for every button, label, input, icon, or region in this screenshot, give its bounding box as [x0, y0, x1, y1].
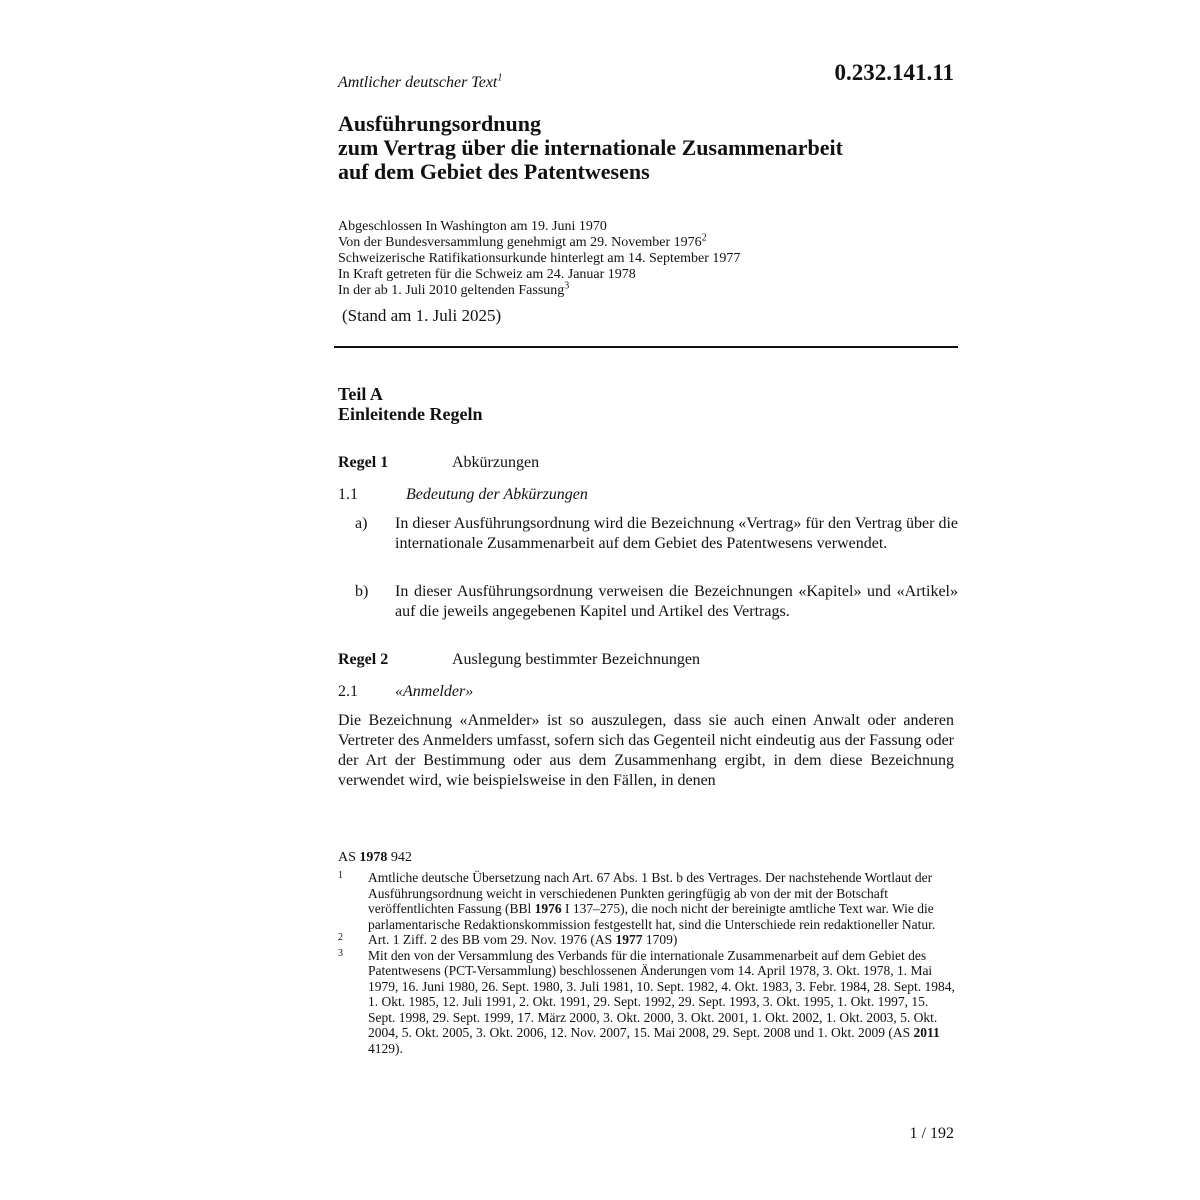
footnote-number: 3 [338, 947, 343, 959]
sr-number: 0.232.141.11 [834, 60, 954, 85]
footnote-3: 3 Mit den von der Versammlung des Verbands für die internationale Zusammenarbeit auf dem Gebiet des Patentwesens (PCT-Versammlung) beschlossenen Änderungen vom 14. April 1978, 3. Okt. 1978, 1. Mai 1979, 16. Juni 1980, 26. Sept. 1980, 3. Juli 1981, 10. Sept. 1982, 4. Okt. 1983, 3. Febr. 1984, 28. Sept. 1984, 1. Okt. 1985, 12. Juli 1991, 2. Okt. 1991, 29. Sept. 1992, 29. Sept. 1993, 3. Okt. 1995, 1. Okt. 1997, 15. Sept. 1998, 29. Sept. 1999, 17. März 2000, 3. Okt. 2000, 3. Okt. 2001, 1. Okt. 2002, 1. Okt. 2003, 5. Okt. 2004, 5. Okt. 2005, 3. Okt. 2006, 12. Nov. 2007, 15. Mai 2008, 29. Sept. 2008 und 1. Okt. 2009 (AS 2011 4129). [338, 947, 955, 1056]
rule-2-1-title: «Anmelder» [395, 683, 474, 700]
footnote-ref-1[interactable]: 1 [497, 72, 503, 84]
footnote-ref-3[interactable]: 3 [564, 280, 570, 292]
title-line-2: zum Vertrag über die internationale Zusammenarbeit [338, 135, 843, 160]
footnotes [338, 870, 956, 1056]
footnote-number: 2 [338, 932, 343, 943]
title-line-3: auf dem Gebiet des Patentwesens [338, 159, 650, 184]
regel-1-title: Abkürzungen [452, 454, 540, 471]
footnote-ref-2[interactable]: 2 [701, 232, 707, 244]
regel-1-heading [338, 454, 539, 472]
meta-approved: Von der Bundesversammlung genehmigt am 29. November 1976$^2$ [338, 232, 707, 250]
part-label: Teil A [338, 384, 383, 404]
list-item-label: a) [355, 515, 368, 532]
list-item-label: b) [355, 583, 369, 600]
regel-2-number: Regel 2 [338, 651, 389, 668]
rule-1-1-title: Bedeutung der Abkürzungen [406, 486, 588, 503]
document-label: Amtlicher deutscher Text$^1$ [338, 72, 503, 91]
rule-1-1-heading [338, 486, 588, 504]
treaty-metadata [338, 219, 740, 299]
list-item-text: In dieser Ausführungsordnung wird die Bezeichnung «Vertrag» für den Vertrag über die internationale Zusammenarbeit auf dem Gebiet des Patentwesens verwendet. [395, 515, 958, 552]
title-line-1: Ausführungsordnung [338, 111, 541, 136]
footnote-number: 1 [338, 870, 343, 881]
list-item [355, 582, 958, 622]
part-heading [338, 384, 483, 424]
as-reference: AS 1978 942 [338, 850, 412, 865]
rule-2-1-number: 2.1 [338, 683, 358, 700]
footnote-2: 2 Art. 1 Ziff. 2 des BB vom 29. Nov. 1976 (AS 1977 1709) [338, 932, 678, 947]
page-number: 1 / 192 [909, 1125, 954, 1142]
status-date: (Stand am 1. Juli 2025) [342, 306, 502, 325]
rule-1-1-number: 1.1 [338, 486, 358, 503]
meta-version: In der ab 1. Juli 2010 geltenden Fassung$^3$ [338, 280, 570, 298]
meta-in-force: In Kraft getreten für die Schweiz am 24. Januar 1978 [338, 267, 636, 282]
document-title [338, 112, 958, 184]
list-item-text: In dieser Ausführungsordnung verweisen die Bezeichnungen «Kapitel» und «Artikel» auf die jeweils angegebenen Kapitel und Artikel des Vertrags. [395, 583, 958, 620]
meta-ratified: Schweizerische Ratifikationsurkunde hinterlegt am 14. September 1977 [338, 251, 741, 266]
header-divider [334, 346, 958, 348]
part-title: Einleitende Regeln [338, 404, 483, 424]
regel-1-number: Regel 1 [338, 454, 389, 471]
rule-2-1-text: Die Bezeichnung «Anmelder» ist so auszulegen, dass sie auch einen Anwalt oder anderen Vertreter des Anmelders umfasst, sofern sich das Gegenteil nicht eindeutig aus der Fassung oder der Art der Bestimmung oder aus dem Zusammenhang ergibt, in dem diese Bezeichnung verwendet wird, wie beispielsweise in den Fällen, in denen [338, 712, 954, 789]
meta-concluded: Abgeschlossen In Washington am 19. Juni 1970 [338, 219, 607, 234]
list-item [355, 514, 958, 554]
regel-2-heading [338, 651, 700, 669]
rule-2-1-heading [338, 683, 473, 701]
footnote-1: 1 Amtliche deutsche Übersetzung nach Art. 67 Abs. 1 Bst. b des Vertrages. Der nachstehende Wortlaut der Ausführungsordnung weicht in verschiedenen Punkten geringfügig ab von der mit der Botschaft veröffentlichten Fassung (BBl 1976 I 137–275), die noch nicht der bereinigte amtliche Text war. Wie die parlamentarische Redaktionskommission festgestellt hat, sind die Unterschiede rein redaktioneller Natur. [338, 870, 936, 932]
regel-2-title: Auslegung bestimmter Bezeichnungen [452, 651, 700, 668]
